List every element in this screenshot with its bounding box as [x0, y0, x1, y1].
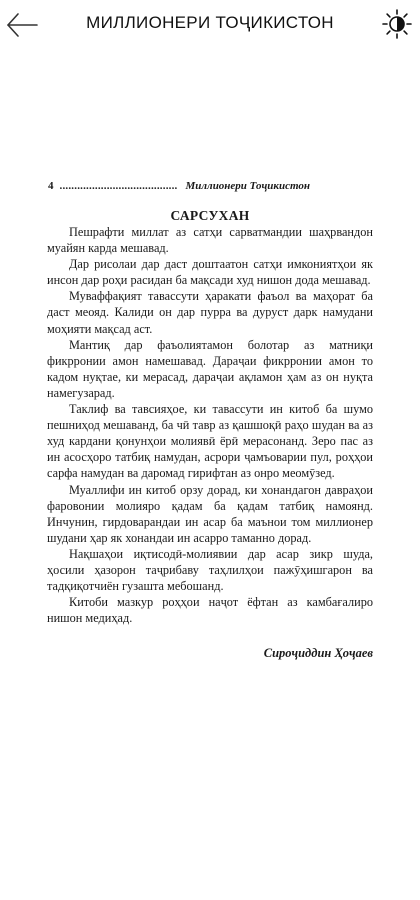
- paragraph: Пешрафти миллат аз сатҳи сарватмандии шаҳрвандон муайян карда мешавад.: [47, 225, 373, 256]
- body-text: [47, 224, 373, 626]
- section-title: САРСУХАН: [170, 208, 250, 223]
- app-bar: [0, 0, 420, 50]
- page-header-dots: ........................................: [59, 180, 178, 192]
- paragraph: Мантиқ дар фаъолиятамон болотар аз матниқи фикрронии амон намешавад. Дараҷаи фикрронии амон то кадом нуқтае, ки мерасад, дараҷаи ақламон ҳам аз он нуқта намегузарад.: [47, 337, 373, 400]
- paragraph: Таклиф ва тавсияҳое, ки тавассути ин китоб ба шумо пешниҳод мешаванд, ба чӣ тавр аз қашшоқӣ раҳо шудан ва аз худ кардани қонунҳои молиявӣ ёрӣ мерасонанд. Зеро пас аз ин асосҳоро татбиқ намудан, асрори ҷамъоварии пул, роҳҳои сарфа намудан ва даромад гирифтан аз онро меомӯзед.: [47, 402, 373, 481]
- paragraph: Муаллифи ин китоб орзу дорад, ки хонандагон давраҳои фаровонии молияро қадам ба қадам татбиқ намоянд. Инчунин, гирдоварандаи ин асар ба маънои том миллионер шудани ҳар як хонандаи ин асарро таманно дорад.: [47, 482, 373, 545]
- paragraph: Муваффақият тавассути ҳаракати фаъол ва маҳорат ба даст меояд. Калиди он дар пурра ва дуруст дарк намудани моҳияти мақсад аст.: [47, 289, 373, 336]
- paragraph: Нақшаҳои иқтисодӣ-молиявии дар асар зикр шуда, ҳосили ҳазорон таҷрибаву таҳлилҳои пажӯҳишгарон ва тадқиқотчиён гузашта мебошанд.: [47, 546, 373, 594]
- paragraph: Китоби мазкур роҳҳои наҷот ёфтан аз камбағалиро нишон медиҳад.: [47, 595, 373, 626]
- running-title: Миллионери Тоҷикистон: [185, 180, 310, 192]
- back-button[interactable]: [4, 8, 40, 42]
- arrow-left-icon: [4, 8, 40, 42]
- app-title: МИЛЛИОНЕРИ ТОҶИКИСТОН: [86, 13, 334, 32]
- author-signature: Сироҷиддин Ҳоҷаев: [263, 646, 373, 660]
- brightness-button[interactable]: [380, 7, 414, 41]
- page-header: [48, 180, 373, 192]
- paragraph: Дар рисолаи дар даст доштаатон сатҳи имкониятҳои як инсон дар роҳи расидан ба мақсади худ нишон дода мешавад.: [47, 257, 373, 288]
- brightness-icon: [380, 7, 414, 41]
- page-number: 4: [48, 180, 54, 192]
- book-page[interactable]: [0, 50, 420, 900]
